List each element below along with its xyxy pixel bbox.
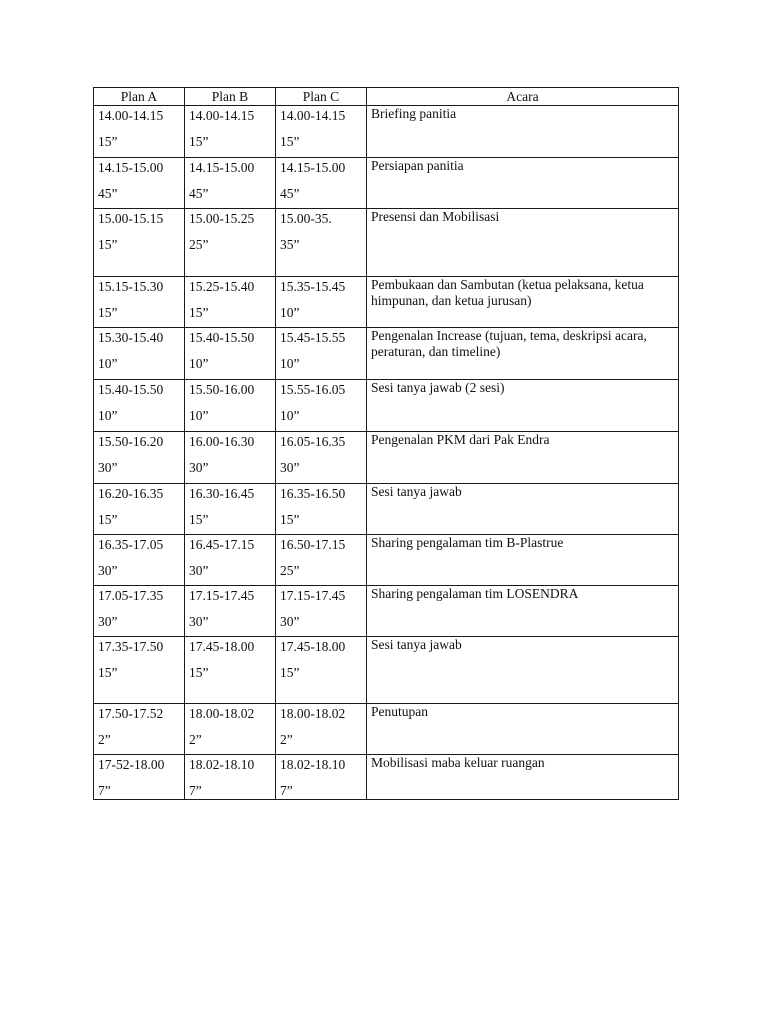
cell-plan-a: [94, 380, 185, 432]
time-range: 15.30-15.40: [98, 330, 164, 345]
table-row: [94, 209, 679, 277]
cell-plan-a: [94, 328, 185, 380]
time-range: 15.55-16.05: [280, 382, 346, 397]
cell-plan-c: [276, 637, 367, 704]
header-acara: Acara: [367, 88, 679, 106]
cell-plan-a: [94, 755, 185, 800]
duration: 30”: [280, 460, 300, 475]
duration: 7”: [280, 783, 293, 798]
cell-plan-b: [185, 586, 276, 637]
schedule-body: [94, 106, 679, 800]
cell-acara: Sesi tanya jawab (2 sesi): [367, 380, 679, 432]
duration: 15”: [280, 512, 300, 527]
header-plan-a: Plan A: [94, 88, 185, 106]
cell-plan-b: [185, 277, 276, 328]
cell-plan-c: [276, 586, 367, 637]
time-range: 14.15-15.00: [280, 160, 346, 175]
time-range: 15.25-15.40: [189, 279, 255, 294]
cell-plan-c: [276, 158, 367, 209]
duration: 15”: [98, 665, 118, 680]
time-range: 15.45-15.55: [280, 330, 346, 345]
cell-plan-a: [94, 637, 185, 704]
duration: 10”: [189, 356, 209, 371]
duration: 10”: [189, 408, 209, 423]
cell-plan-b: [185, 328, 276, 380]
table-row: [94, 328, 679, 380]
table-row: [94, 704, 679, 755]
time-range: 15.50-16.20: [98, 434, 164, 449]
duration: 2”: [280, 732, 293, 747]
table-row: [94, 755, 679, 800]
cell-plan-c: [276, 106, 367, 158]
time-range: 18.02-18.10: [280, 757, 346, 772]
time-range: 15.40-15.50: [98, 382, 164, 397]
time-range: 16.35-17.05: [98, 537, 164, 552]
cell-acara: Mobilisasi maba keluar ruangan: [367, 755, 679, 800]
time-range: 17.45-18.00: [280, 639, 346, 654]
duration: 7”: [98, 783, 111, 798]
duration: 45”: [280, 186, 300, 201]
cell-plan-c: [276, 328, 367, 380]
time-range: 17-52-18.00: [98, 757, 165, 772]
table-row: [94, 432, 679, 484]
time-range: 15.35-15.45: [280, 279, 346, 294]
duration: 30”: [280, 614, 300, 629]
time-range: 16.20-16.35: [98, 486, 164, 501]
cell-plan-b: [185, 484, 276, 535]
cell-plan-b: [185, 158, 276, 209]
duration: 10”: [280, 305, 300, 320]
time-range: 15.00-15.25: [189, 211, 255, 226]
schedule-table: [93, 87, 679, 800]
duration: 15”: [189, 134, 209, 149]
cell-plan-a: [94, 209, 185, 277]
cell-acara: Pembukaan dan Sambutan (ketua pelaksana, ketua himpunan, dan ketua jurusan): [367, 277, 679, 328]
cell-plan-a: [94, 106, 185, 158]
duration: 30”: [189, 460, 209, 475]
time-range: 15.40-15.50: [189, 330, 255, 345]
time-range: 17.15-17.45: [189, 588, 255, 603]
time-range: 18.00-18.02: [280, 706, 346, 721]
cell-plan-b: [185, 106, 276, 158]
time-range: 16.50-17.15: [280, 537, 346, 552]
cell-acara: Sesi tanya jawab: [367, 484, 679, 535]
duration: 10”: [98, 408, 118, 423]
cell-plan-c: [276, 755, 367, 800]
duration: 45”: [98, 186, 118, 201]
cell-acara: Penutupan: [367, 704, 679, 755]
cell-plan-b: [185, 704, 276, 755]
cell-plan-a: [94, 277, 185, 328]
header-plan-b: Plan B: [185, 88, 276, 106]
table-row: [94, 637, 679, 704]
time-range: 16.30-16.45: [189, 486, 255, 501]
duration: 15”: [98, 237, 118, 252]
duration: 30”: [98, 563, 118, 578]
duration: 25”: [280, 563, 300, 578]
table-row: [94, 277, 679, 328]
duration: 15”: [280, 665, 300, 680]
cell-plan-b: [185, 380, 276, 432]
time-range: 14.00-14.15: [189, 108, 255, 123]
cell-plan-b: [185, 432, 276, 484]
cell-acara: Persiapan panitia: [367, 158, 679, 209]
header-row: [94, 88, 679, 106]
time-range: 14.15-15.00: [98, 160, 164, 175]
time-range: 16.35-16.50: [280, 486, 346, 501]
time-range: 16.00-16.30: [189, 434, 255, 449]
cell-plan-b: [185, 535, 276, 586]
duration: 30”: [189, 563, 209, 578]
time-range: 17.50-17.52: [98, 706, 164, 721]
cell-acara: Sharing pengalaman tim LOSENDRA: [367, 586, 679, 637]
cell-plan-a: [94, 704, 185, 755]
cell-acara: Pengenalan Increase (tujuan, tema, deskripsi acara, peraturan, dan timeline): [367, 328, 679, 380]
cell-acara: Briefing panitia: [367, 106, 679, 158]
cell-plan-c: [276, 277, 367, 328]
duration: 15”: [98, 305, 118, 320]
cell-acara: Presensi dan Mobilisasi: [367, 209, 679, 277]
cell-plan-a: [94, 432, 185, 484]
cell-plan-b: [185, 755, 276, 800]
duration: 30”: [98, 614, 118, 629]
duration: 7”: [189, 783, 202, 798]
duration: 25”: [189, 237, 209, 252]
table-row: [94, 586, 679, 637]
time-range: 17.35-17.50: [98, 639, 164, 654]
duration: 30”: [189, 614, 209, 629]
time-range: 18.00-18.02: [189, 706, 255, 721]
cell-plan-a: [94, 484, 185, 535]
cell-plan-c: [276, 209, 367, 277]
time-range: 14.15-15.00: [189, 160, 255, 175]
duration: 10”: [280, 408, 300, 423]
cell-plan-c: [276, 432, 367, 484]
cell-plan-c: [276, 380, 367, 432]
time-range: 14.00-14.15: [280, 108, 346, 123]
time-range: 16.05-16.35: [280, 434, 346, 449]
header-plan-c: Plan C: [276, 88, 367, 106]
duration: 15”: [189, 665, 209, 680]
time-range: 15.50-16.00: [189, 382, 255, 397]
duration: 45”: [189, 186, 209, 201]
time-range: 16.45-17.15: [189, 537, 255, 552]
time-range: 15.00-15.15: [98, 211, 164, 226]
duration: 15”: [189, 305, 209, 320]
duration: 10”: [98, 356, 118, 371]
duration: 15”: [280, 134, 300, 149]
table-row: [94, 535, 679, 586]
time-range: 15.00-35.: [280, 211, 332, 226]
cell-plan-a: [94, 158, 185, 209]
cell-plan-a: [94, 586, 185, 637]
cell-plan-c: [276, 535, 367, 586]
time-range: 14.00-14.15: [98, 108, 164, 123]
cell-acara: Sesi tanya jawab: [367, 637, 679, 704]
time-range: 15.15-15.30: [98, 279, 164, 294]
cell-plan-c: [276, 704, 367, 755]
cell-acara: Sharing pengalaman tim B-Plastrue: [367, 535, 679, 586]
table-row: [94, 106, 679, 158]
duration: 15”: [98, 134, 118, 149]
cell-acara: Pengenalan PKM dari Pak Endra: [367, 432, 679, 484]
cell-plan-b: [185, 209, 276, 277]
duration: 15”: [98, 512, 118, 527]
cell-plan-b: [185, 637, 276, 704]
time-range: 17.45-18.00: [189, 639, 255, 654]
duration: 2”: [189, 732, 202, 747]
time-range: 18.02-18.10: [189, 757, 255, 772]
duration: 15”: [189, 512, 209, 527]
time-range: 17.15-17.45: [280, 588, 346, 603]
cell-plan-c: [276, 484, 367, 535]
cell-plan-a: [94, 535, 185, 586]
duration: 35”: [280, 237, 300, 252]
table-row: [94, 158, 679, 209]
duration: 10”: [280, 356, 300, 371]
table-row: [94, 380, 679, 432]
duration: 2”: [98, 732, 111, 747]
duration: 30”: [98, 460, 118, 475]
table-row: [94, 484, 679, 535]
time-range: 17.05-17.35: [98, 588, 164, 603]
